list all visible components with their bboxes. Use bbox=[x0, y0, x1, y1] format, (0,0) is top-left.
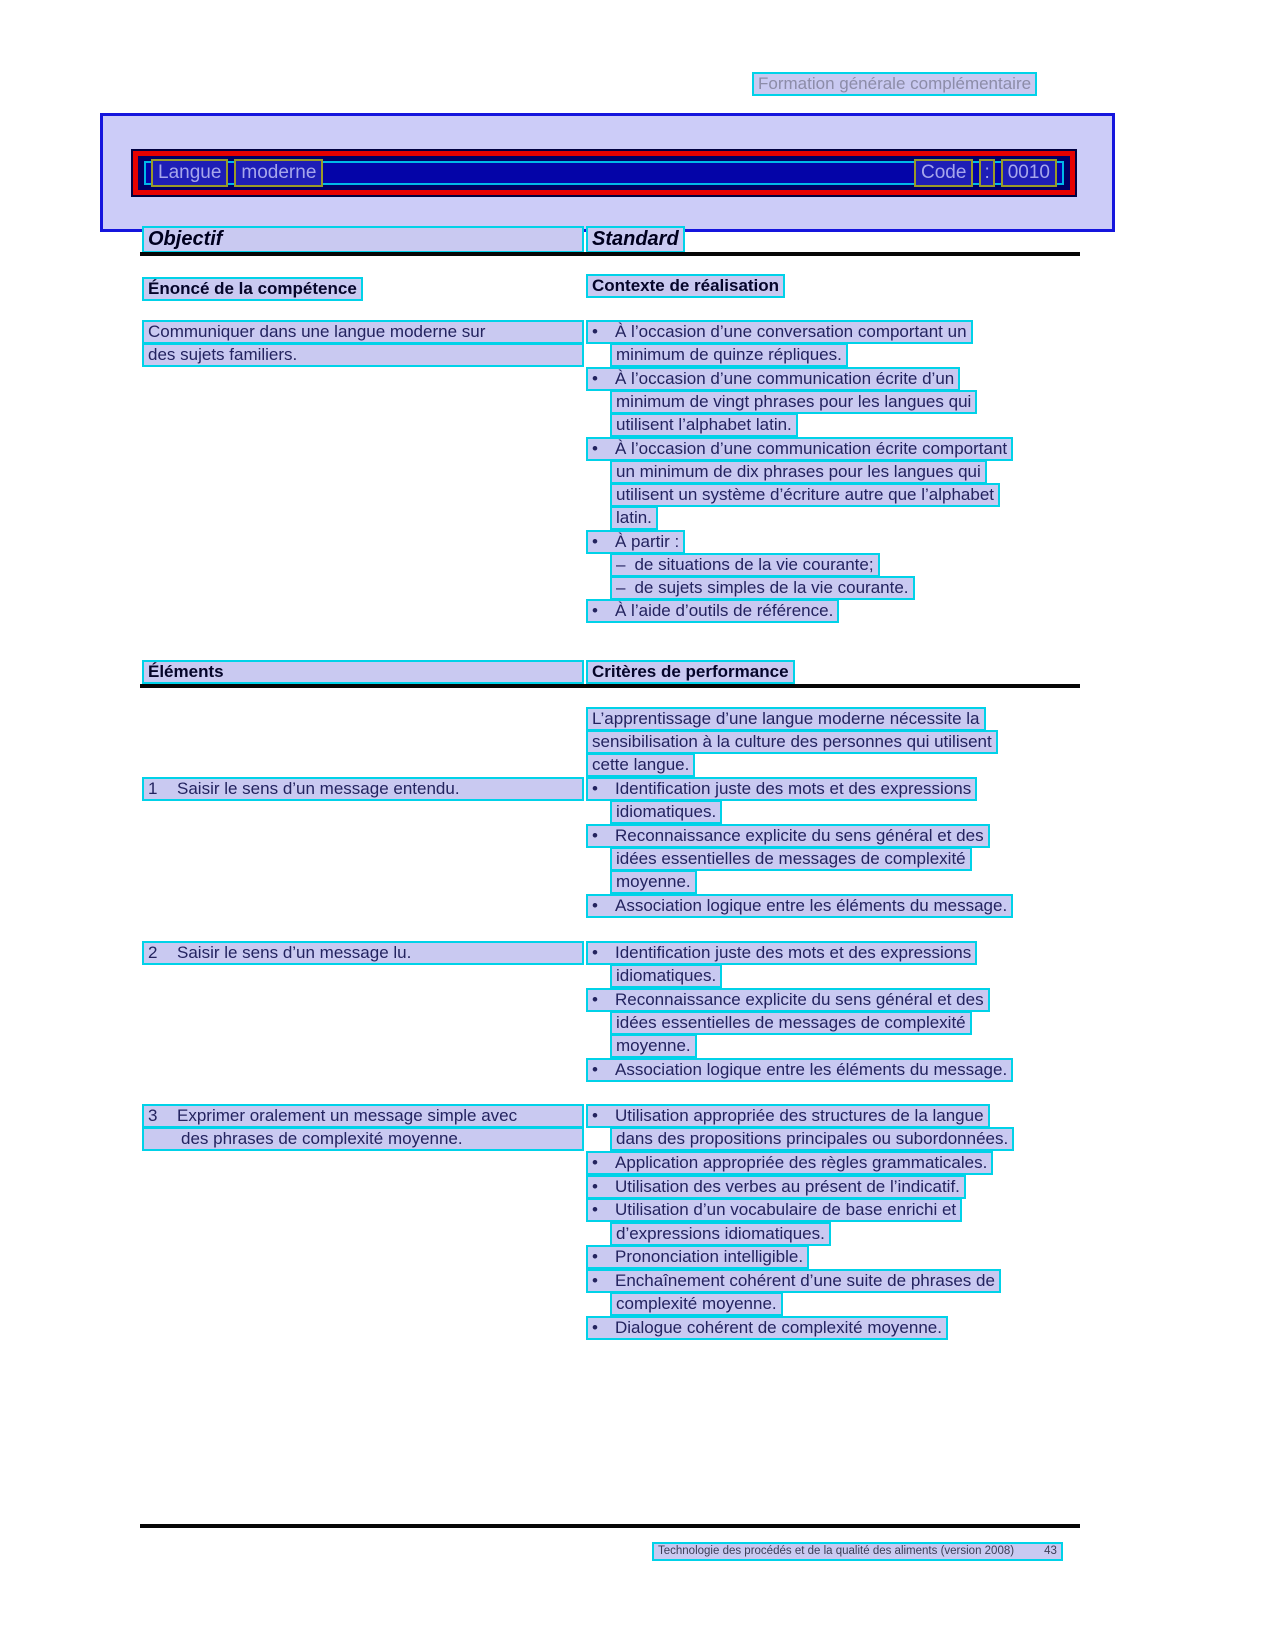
critere-text: Utilisation des verbes au présent de l’indicatif. bbox=[615, 1177, 960, 1196]
column-header-standard: Standard bbox=[586, 226, 685, 253]
element-item bbox=[142, 777, 584, 801]
element-text: Saisir le sens d’un message entendu. bbox=[177, 779, 460, 798]
page-footer bbox=[652, 1542, 1063, 1561]
contexte-bullet bbox=[586, 437, 1013, 461]
critere-text: Utilisation appropriée des structures de la langue bbox=[615, 1106, 984, 1125]
critere-bullet bbox=[586, 1058, 1013, 1082]
critere-line: idiomatiques. bbox=[586, 800, 722, 824]
critere-line: idées essentielles de messages de complexité bbox=[586, 847, 972, 871]
contexte-bullet bbox=[586, 530, 685, 554]
bullet-icon: • bbox=[592, 322, 598, 341]
title-selection-stripe bbox=[144, 161, 1064, 185]
critere-text: Identification juste des mots et des expressions bbox=[615, 779, 972, 798]
bullet-icon: • bbox=[592, 1247, 598, 1266]
bullet-icon: • bbox=[592, 601, 598, 620]
critere-bullet bbox=[586, 824, 990, 848]
critere-bullet bbox=[586, 1175, 966, 1199]
bullet-icon: • bbox=[592, 1318, 598, 1337]
critere-line: moyenne. bbox=[586, 870, 697, 894]
critere-bullet bbox=[586, 894, 1013, 918]
critere-text: Prononciation intelligible. bbox=[615, 1247, 804, 1266]
course-title bbox=[148, 159, 326, 187]
critere-bullet bbox=[586, 988, 990, 1012]
element-text: Exprimer oralement un message simple avec bbox=[177, 1106, 518, 1125]
bullet-icon: • bbox=[592, 439, 598, 458]
footer-text: Technologie des procédés et de la qualité des aliments (version 2008) bbox=[658, 1545, 1015, 1557]
enonce-line: Communiquer dans une langue moderne sur bbox=[142, 320, 584, 344]
critere-line: idiomatiques. bbox=[586, 964, 722, 988]
bullet-icon: • bbox=[592, 990, 598, 1009]
critere-text: Enchaînement cohérent d’une suite de phrases de bbox=[615, 1271, 995, 1290]
bullet-icon: • bbox=[592, 1153, 598, 1172]
contexte-bullet bbox=[586, 367, 960, 391]
bullet-icon: • bbox=[592, 896, 598, 915]
element-number: 3 bbox=[148, 1106, 158, 1125]
critere-text: Reconnaissance explicite du sens général et des bbox=[615, 990, 984, 1009]
bullet-text: À partir : bbox=[615, 532, 680, 551]
bullet-icon: • bbox=[592, 826, 598, 845]
element-number: 1 bbox=[148, 779, 158, 798]
page-number: 43 bbox=[1044, 1545, 1057, 1557]
running-header bbox=[752, 72, 1037, 96]
element-text: Saisir le sens d’un message lu. bbox=[177, 943, 412, 962]
enonce-title: Énoncé de la compétence bbox=[142, 277, 363, 301]
bullet-icon: • bbox=[592, 943, 598, 962]
bullet-icon: • bbox=[592, 1177, 598, 1196]
critere-bullet bbox=[586, 1269, 1001, 1293]
divider-rule bbox=[140, 684, 1080, 688]
critere-bullet bbox=[586, 1316, 948, 1340]
bullet-icon: • bbox=[592, 1200, 598, 1219]
running-header-text: Formation générale complémentaire bbox=[752, 72, 1037, 96]
contexte-line: minimum de quinze répliques. bbox=[586, 343, 848, 367]
course-code-separator: : bbox=[979, 159, 994, 187]
critere-bullet bbox=[586, 1104, 990, 1128]
contexte-title: Contexte de réalisation bbox=[586, 274, 785, 298]
contexte-line: utilisent un système d’écriture autre que l’alphabet bbox=[586, 483, 1000, 507]
bullet-icon: • bbox=[592, 1271, 598, 1290]
intro-line: cette langue. bbox=[586, 753, 695, 777]
critere-line: moyenne. bbox=[586, 1034, 697, 1058]
course-banner bbox=[100, 113, 1115, 232]
critere-text: Utilisation d’un vocabulaire de base enrichi et bbox=[615, 1200, 957, 1219]
contexte-line: utilisent l’alphabet latin. bbox=[586, 413, 798, 437]
contexte-dash bbox=[586, 576, 915, 600]
divider-rule bbox=[140, 252, 1080, 256]
column-header-objectif: Objectif bbox=[142, 226, 584, 253]
bullet-icon: • bbox=[592, 369, 598, 388]
critere-line: d’expressions idiomatiques. bbox=[586, 1222, 831, 1246]
dash-icon: – bbox=[616, 578, 626, 597]
critere-text: Application appropriée des règles grammaticales. bbox=[615, 1153, 988, 1172]
contexte-dash bbox=[586, 553, 880, 577]
course-code-label: Code bbox=[914, 159, 973, 187]
course-title-word: moderne bbox=[234, 159, 323, 187]
contexte-bullet bbox=[586, 599, 839, 623]
element-item bbox=[142, 1104, 584, 1128]
critere-line: dans des propositions principales ou subordonnées. bbox=[586, 1127, 1014, 1151]
element-number: 2 bbox=[148, 943, 158, 962]
course-title-word: Langue bbox=[151, 159, 228, 187]
intro-line: sensibilisation à la culture des personnes qui utilisent bbox=[586, 730, 998, 754]
contexte-line: minimum de vingt phrases pour les langues qui bbox=[586, 390, 977, 414]
contexte-bullet bbox=[586, 320, 973, 344]
bullet-icon: • bbox=[592, 532, 598, 551]
bullet-text: À l’occasion d’une conversation comportant un bbox=[615, 322, 967, 341]
bullet-text: À l’occasion d’une communication écrite d’un bbox=[615, 369, 955, 388]
bullet-text: À l’occasion d’une communication écrite comportant bbox=[615, 439, 1008, 458]
critere-bullet bbox=[586, 1151, 993, 1175]
elements-title: Éléments bbox=[142, 660, 584, 684]
critere-bullet bbox=[586, 777, 977, 801]
bullet-icon: • bbox=[592, 779, 598, 798]
enonce-line: des sujets familiers. bbox=[142, 343, 584, 367]
contexte-line: un minimum de dix phrases pour les langues qui bbox=[586, 460, 987, 484]
critere-line: complexité moyenne. bbox=[586, 1292, 783, 1316]
intro-line: L’apprentissage d’une langue moderne nécessite la bbox=[586, 707, 986, 731]
course-code-value: 0010 bbox=[1001, 159, 1057, 187]
course-code bbox=[911, 159, 1060, 187]
course-title-bar bbox=[133, 151, 1075, 195]
critere-line: idées essentielles de messages de complexité bbox=[586, 1011, 972, 1035]
element-item bbox=[142, 941, 584, 965]
critere-text: Association logique entre les éléments du message. bbox=[615, 1060, 1008, 1079]
bullet-icon: • bbox=[592, 1106, 598, 1125]
critere-text: Reconnaissance explicite du sens général et des bbox=[615, 826, 984, 845]
bullet-text: À l’aide d’outils de référence. bbox=[615, 601, 834, 620]
critere-bullet bbox=[586, 1245, 809, 1269]
bullet-icon: • bbox=[592, 1060, 598, 1079]
dash-text: de sujets simples de la vie courante. bbox=[634, 578, 909, 597]
critere-bullet bbox=[586, 1198, 962, 1222]
dash-icon: – bbox=[616, 555, 626, 574]
critere-text: Association logique entre les éléments du message. bbox=[615, 896, 1008, 915]
contexte-line: latin. bbox=[586, 506, 658, 530]
criteres-title: Critères de performance bbox=[586, 660, 795, 684]
footer-rule bbox=[140, 1524, 1080, 1528]
critere-text: Identification juste des mots et des expressions bbox=[615, 943, 972, 962]
critere-bullet bbox=[586, 941, 977, 965]
element-line: des phrases de complexité moyenne. bbox=[142, 1127, 584, 1151]
dash-text: de situations de la vie courante; bbox=[634, 555, 874, 574]
critere-text: Dialogue cohérent de complexité moyenne. bbox=[615, 1318, 942, 1337]
